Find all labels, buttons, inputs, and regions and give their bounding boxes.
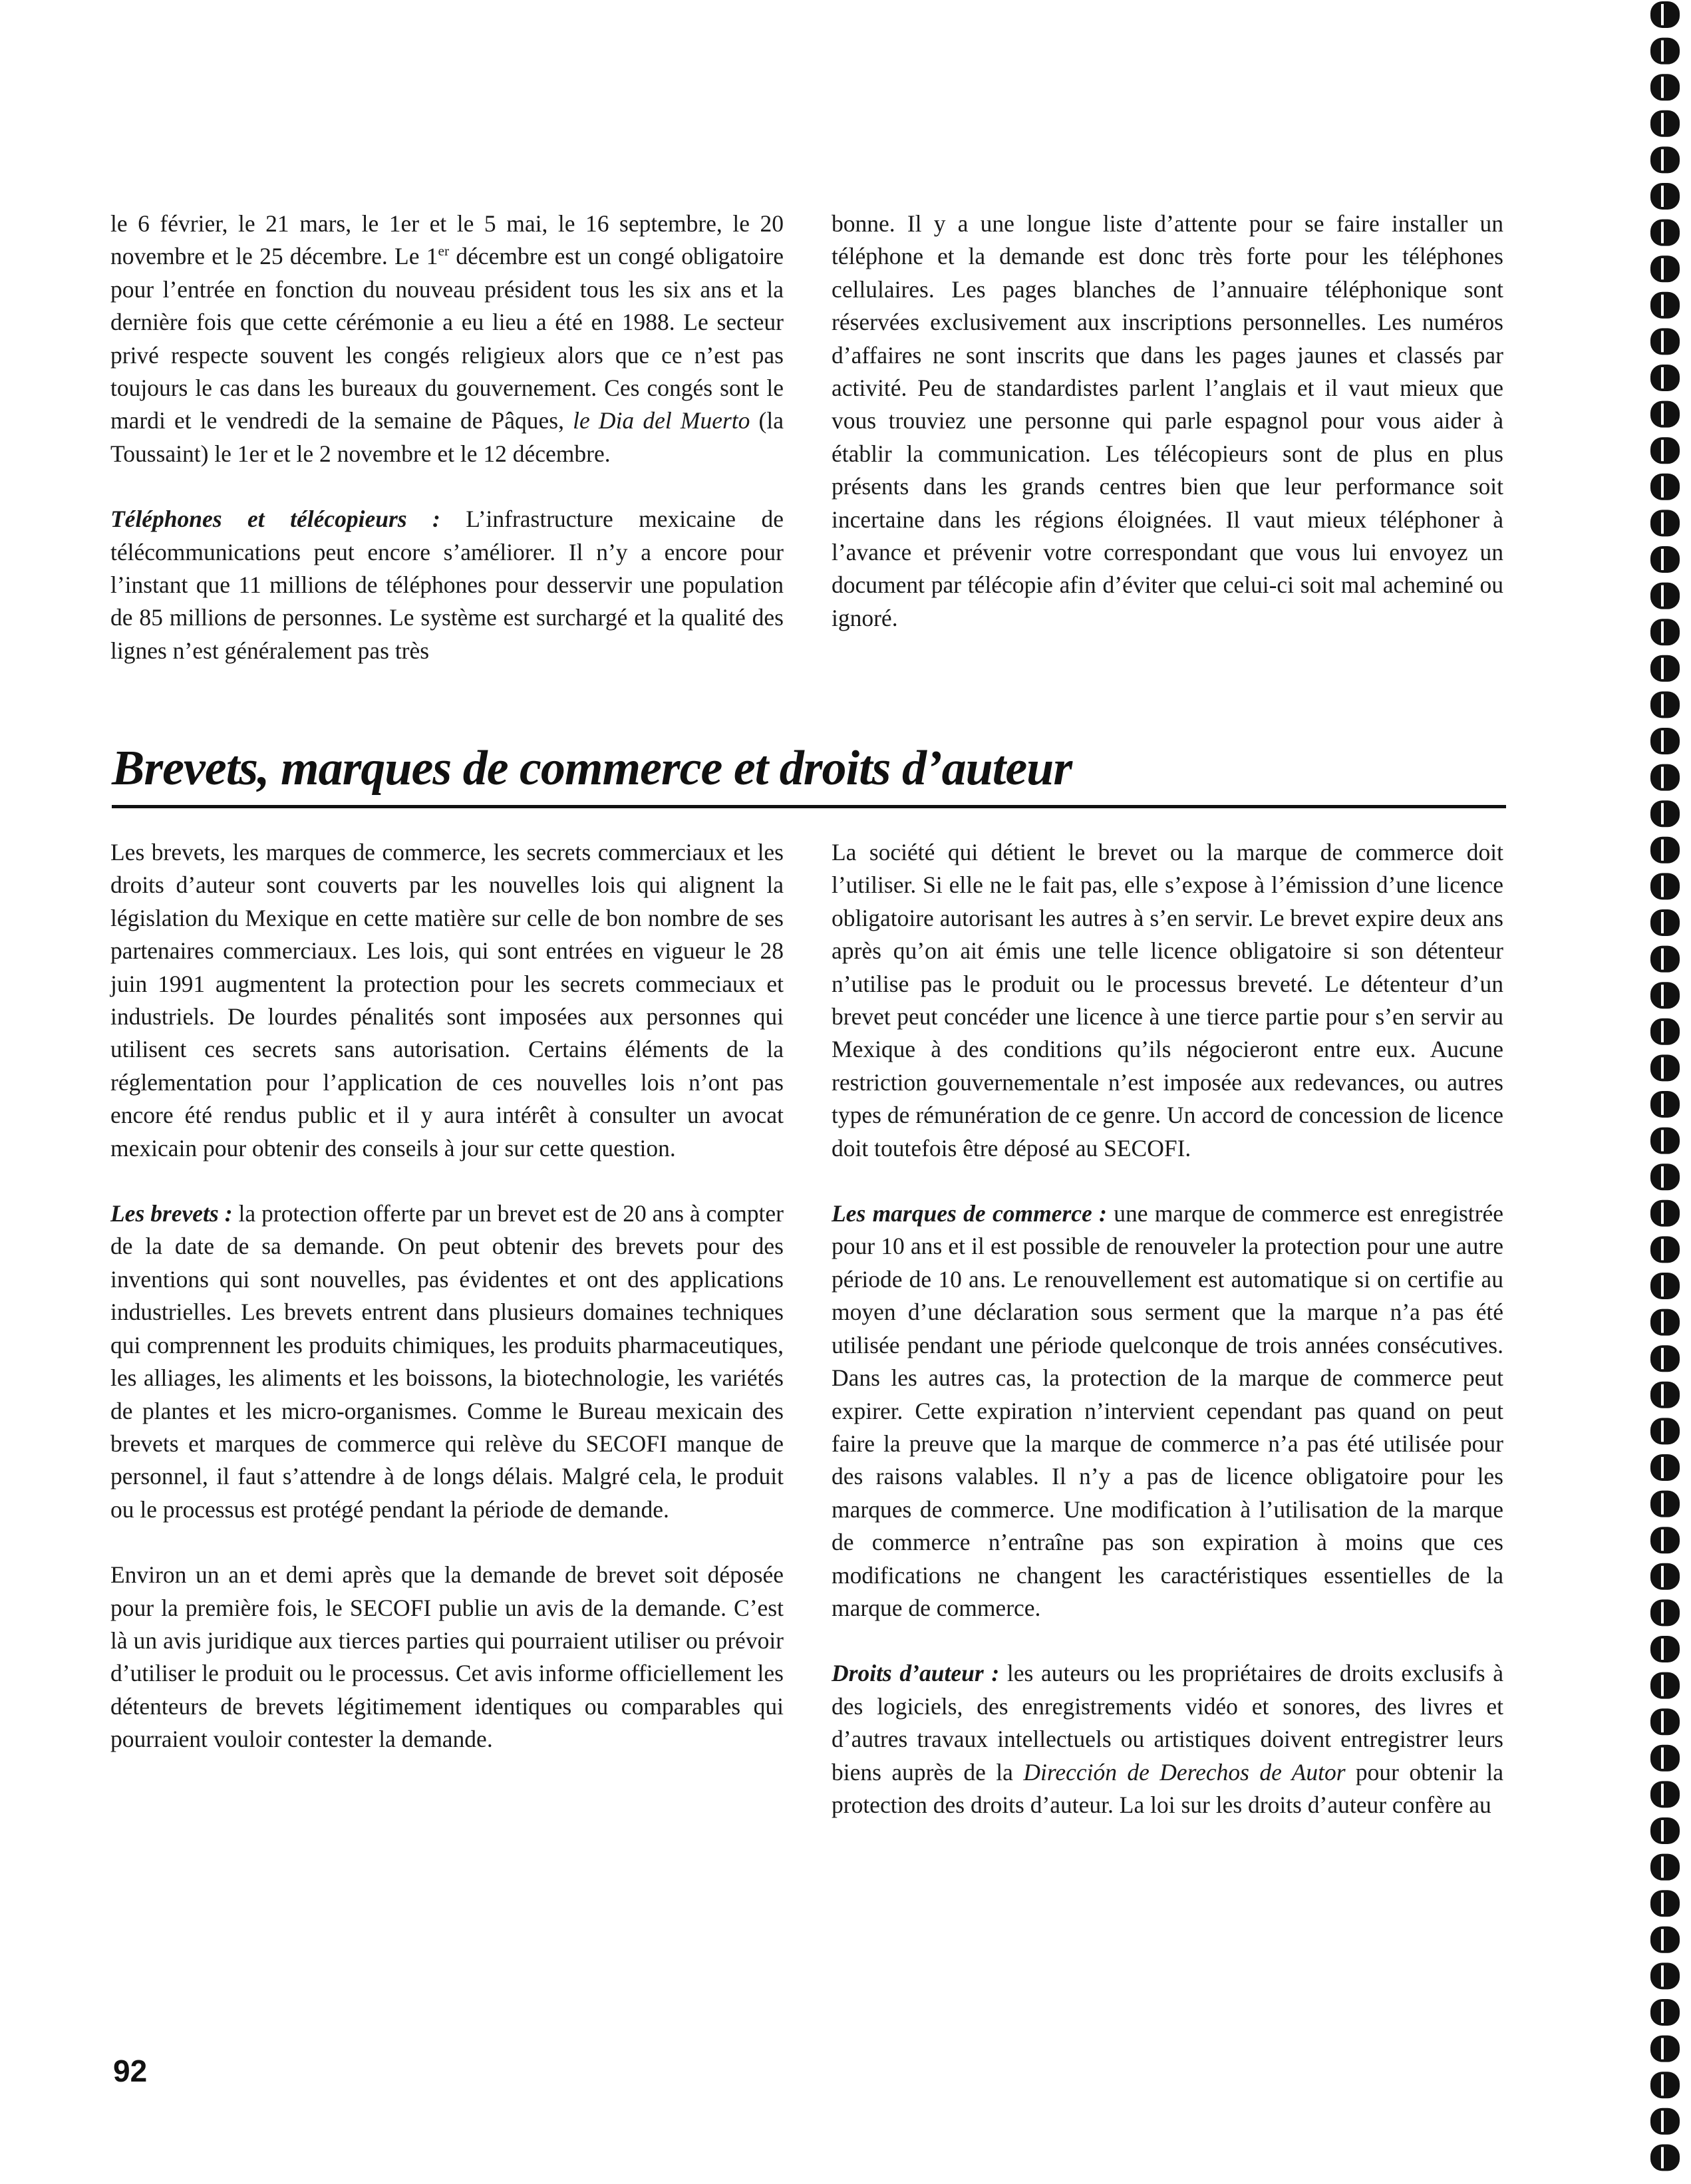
paragraph	[832, 836, 1503, 1165]
binding-hole	[1650, 619, 1680, 645]
binding-hole	[1650, 328, 1680, 355]
top-left-column	[110, 208, 784, 667]
binding-hole	[1650, 1854, 1680, 1881]
binding-hole	[1650, 255, 1680, 282]
binding-hole	[1650, 2144, 1680, 2171]
binding-hole	[1650, 873, 1680, 899]
paragraph	[110, 836, 784, 1165]
paragraph	[832, 1197, 1503, 1625]
binding-hole	[1650, 1999, 1680, 2026]
paragraph-text: le 6 février, le 21 mars, le 1er et le 5 mai, le 16 septembre, le 20 novembre et le 25 décembre. Le 1	[110, 210, 784, 270]
binding-hole	[1650, 1745, 1680, 1772]
binding-hole	[1650, 474, 1680, 500]
italic-text: le Dia del Muerto	[573, 407, 750, 434]
binding-hole	[1650, 1527, 1680, 1553]
paragraph	[110, 1559, 784, 1756]
paragraph-lead-in: Les marques de commerce :	[832, 1200, 1107, 1227]
paragraph	[110, 208, 784, 470]
binding-hole	[1650, 1962, 1680, 1989]
binding-hole	[1650, 146, 1680, 173]
binding-hole	[1650, 510, 1680, 536]
paragraph-text: décembre est un congé obligatoire pour l’entrée en fonction du nouveau président tous les six ans et la dernière fois que cette cérémonie a eu lieu a été en 1988. Le secteur privé respecte souvent les congés religieux alors que ce n’est pas toujours le cas dans les bureaux du gouvernement. Ces congés sont le mardi et le vendredi de la semaine de Pâques,	[110, 243, 784, 434]
binding-hole	[1650, 1200, 1680, 1227]
binding-hole	[1650, 1491, 1680, 1517]
binding-hole	[1650, 1708, 1680, 1735]
binding-hole	[1650, 183, 1680, 210]
binding-hole	[1650, 655, 1680, 682]
binding-hole	[1650, 1672, 1680, 1699]
binding-hole	[1650, 74, 1680, 100]
binding-hole	[1650, 38, 1680, 65]
paragraph-text: la protection offerte par un brevet est de 20 ans à compter de la date de sa demande. On peut obtenir des brevets pour des inventions qui sont nouvelles, pas évidentes et ont des applications industrielles. Les brevets entrent dans plusieurs domaines techniques qui comprennent les produits chimiques, les produits pharmaceutiques, les alliages, les aliments et les boissons, la biotechnologie, les variétés de plantes et les micro-organismes. Comme le Bureau mexicain des brevets et marques de commerce qui relève du SECOFI manque de personnel, il faut s’attendre à de longs délais. Malgré cela, le produit ou le processus est protégé pendant la période de demande.	[110, 1200, 784, 1523]
binding-hole	[1650, 1018, 1680, 1045]
paragraph-lead-in: Téléphones et télécopieurs :	[110, 506, 440, 533]
binding-hole	[1650, 437, 1680, 464]
binding-hole	[1650, 1927, 1680, 1953]
binding-hole	[1650, 1454, 1680, 1481]
heading-rule	[112, 805, 1506, 808]
italic-text: Dirección de Derechos de Autor	[1023, 1758, 1346, 1786]
binding-hole	[1650, 2036, 1680, 2062]
section-left-column	[110, 836, 784, 1756]
paragraph-text: Les brevets, les marques de commerce, les secrets commerciaux et les droits d’auteur sont couverts par les nouvelles lois qui alignent la législation du Mexique en cette matière sur celle de bon nombre de ses partenaires commerciaux. Les lois, qui sont entrées en vigueur le 28 juin 1991 augmentent la protection pour les secrets commeciaux et industriels. De lourdes pénalités sont imposées aux personnes qui utilisent ces secrets sans autorisation. Certains éléments de la réglementation pour l’application de ces nouvelles lois n’ont pas encore été rendus public et il y aura intérêt à consulter un avocat mexicain pour obtenir des conseils à jour sur cette question.	[110, 839, 784, 1162]
binding-hole	[1650, 691, 1680, 718]
page-number: 92	[113, 2054, 148, 2088]
section-right-column	[832, 836, 1503, 1821]
binding-hole	[1650, 401, 1680, 428]
binding-hole	[1650, 1091, 1680, 1118]
binding-hole	[1650, 546, 1680, 573]
paragraph-text: les auteurs ou les propriétaires de droits exclusifs à des logiciels, des enregistrements vidéo et sonores, des livres et d’autres travaux intellectuels ou artistiques doivent entregistrer leurs biens auprès de la	[832, 1660, 1504, 1786]
binding-hole	[1650, 1418, 1680, 1444]
binding-hole	[1650, 837, 1680, 863]
paragraph-text: une marque de commerce est enregistrée pour 10 ans et il est possible de renouveler la protection pour une autre période de 10 ans. Le renouvellement est automatique si on certifie au moyen d’une déclaration sous serment que la marque n’a pas été utilisée pendant une période quelconque de trois années consécutives. Dans les autres cas, la protection de la marque de commerce peut expirer. Cette expiration n’intervient cependant pas quand on peut faire la preuve que la marque de commerce n’a pas été utilisée pour des raisons valables. Il n’y a pas de licence obligatoire pour les marques de commerce. Une modification à l’utilisation de la marque de commerce n’entraîne pas son expiration à moins que ces modifications ne changent les caractéristiques essentielles de la marque de commerce.	[832, 1200, 1503, 1621]
binding-hole	[1650, 2108, 1680, 2135]
binding-holes	[1645, 0, 1685, 2184]
binding-hole	[1650, 2072, 1680, 2098]
section-heading: Brevets, marques de commerce et droits d’auteur	[112, 741, 1072, 796]
paragraph	[832, 208, 1503, 635]
binding-hole	[1650, 1236, 1680, 1263]
binding-hole	[1650, 1345, 1680, 1372]
binding-hole	[1650, 292, 1680, 319]
binding-hole	[1650, 583, 1680, 609]
binding-hole	[1650, 365, 1680, 391]
binding-hole	[1650, 1890, 1680, 1917]
paragraph-text: (la Toussaint) le 1er et le 2 novembre et le 12 décembre.	[110, 407, 784, 467]
binding-hole	[1650, 909, 1680, 936]
binding-hole	[1650, 110, 1680, 137]
binding-hole	[1650, 1054, 1680, 1081]
paragraph-text: L’infrastructure mexicaine de télécommunications peut encore s’améliorer. Il n’y a encore pour l’instant que 11 millions de téléphones pour desservir une population de 85 millions de personnes. Le système est surchargé et la qualité des lignes n’est généralement pas très	[110, 506, 784, 664]
binding-hole	[1650, 1164, 1680, 1190]
paragraph-text: Environ un an et demi après que la demande de brevet soit déposée pour la première fois, le SECOFI publie un avis de la demande. C’est là un avis juridique aux tierces parties qui pourraient utiliser ou prévoir d’utiliser le produit ou le processus. Cet avis informe officiellement les détenteurs de brevets légitimement identiques ou comparables qui pourraient vouloir contester la demande.	[110, 1561, 784, 1753]
binding-hole	[1650, 1636, 1680, 1662]
paragraph-text: pour obtenir la protection des droits d’auteur. La loi sur les droits d’auteur confère au	[832, 1758, 1503, 1818]
superscript: er	[438, 243, 450, 259]
binding-hole	[1650, 728, 1680, 754]
binding-hole	[1650, 1273, 1680, 1299]
paragraph-text: La société qui détient le brevet ou la marque de commerce doit l’utiliser. Si elle ne le fait pas, elle s’expose à l’émission d’une licence obligatoire autorisant les autres à s’en servir. Le brevet expire deux ans après qu’on ait émis une telle licence obligatoire si son détenteur n’utilise pas le produit ou le processus breveté. Le détenteur d’un brevet peut concéder une licence à une tierce partie pour s’en servir au Mexique à des conditions qu’ils négocieront entre eux. Aucune restriction gouvernementale n’est imposée aux redevances, ou autres types de rémunération de ce genre. Un accord de concession de licence doit toutefois être déposé au SECOFI.	[832, 839, 1503, 1162]
binding-hole	[1650, 1128, 1680, 1154]
binding-hole	[1650, 1309, 1680, 1336]
paragraph	[110, 1197, 784, 1526]
binding-hole	[1650, 220, 1680, 246]
top-right-column	[832, 208, 1503, 635]
binding-hole	[1650, 1599, 1680, 1626]
paragraph-lead-in: Les brevets :	[110, 1200, 233, 1227]
paragraph-lead-in: Droits d’auteur :	[832, 1660, 1000, 1687]
binding-hole	[1650, 764, 1680, 791]
binding-hole	[1650, 982, 1680, 1009]
binding-hole	[1650, 1563, 1680, 1590]
binding-hole	[1650, 1, 1680, 28]
paragraph	[832, 1657, 1503, 1821]
paragraph-text: bonne. Il y a une longue liste d’attente pour se faire installer un téléphone et la demande est donc très forte pour les téléphones cellulaires. Les pages blanches de l’annuaire téléphonique sont réservées exclusivement aux inscriptions personnelles. Les numéros d’affaires ne sont inscrits que dans les pages jaunes et classés par activité. Peu de standardistes parlent l’anglais et il vaut mieux que vous trouviez une personne qui parle espagnol pour vous aider à établir la communication. Les télécopieurs sont de plus en plus présents dans les grands centres bien que leur performance soit incertaine dans les régions éloignées. Il vaut mieux téléphoner à l’avance et prévenir votre correspondant que vous lui envoyez un document par télécopie afin d’éviter que celui-ci soit mal acheminé ou ignoré.	[832, 210, 1503, 631]
paragraph	[110, 503, 784, 667]
binding-hole	[1650, 1817, 1680, 1844]
binding-hole	[1650, 946, 1680, 973]
binding-hole	[1650, 800, 1680, 827]
binding-hole	[1650, 1781, 1680, 1807]
binding-hole	[1650, 1382, 1680, 1408]
